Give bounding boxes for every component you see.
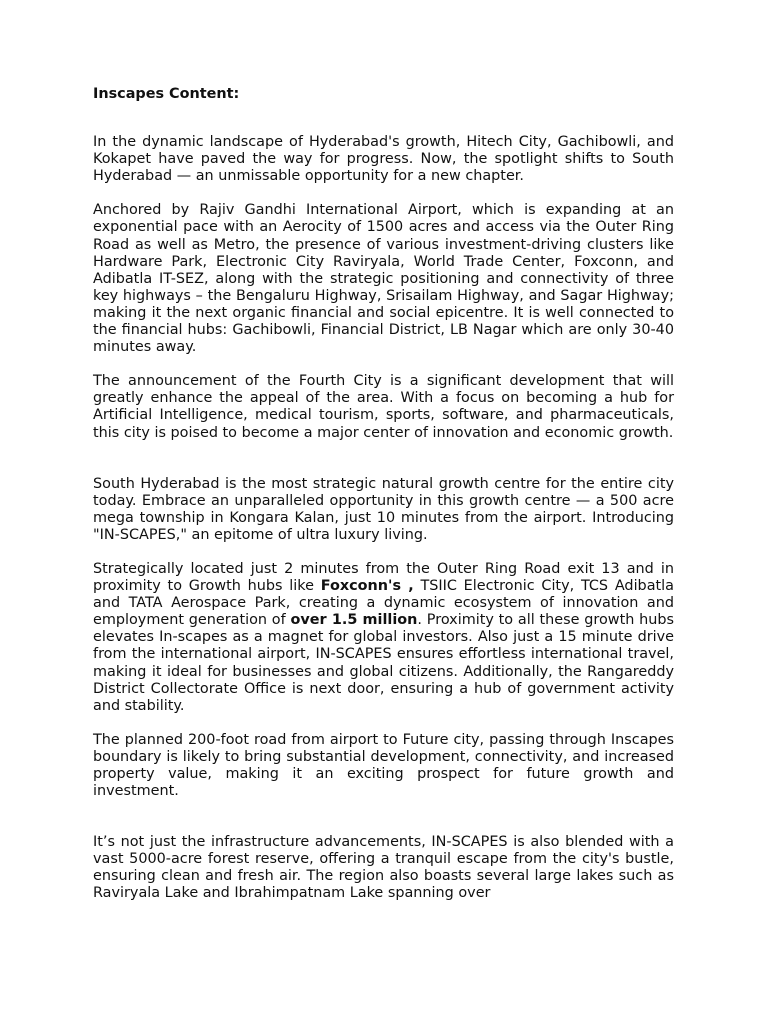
paragraph-connectivity: Anchored by Rajiv Gandhi International Airport, which is expanding at an exponential pace with an Aerocity of 1500 acres and access via the Outer Ring Road as well as Metro, the presence of various investment-driving clusters like Hardware Park, Electronic City Raviryala, World Trade Center, Foxconn, and Adibatla IT-SEZ, along with the strategic positioning and connectivity of three key highways – the Bengaluru Highway, Srisailam Highway, and Sagar Highway; making it the next organic financial and social epicentre. It is well connected to the financial hubs: Gachibowli, Financial District, LB Nagar which are only 30-40 minutes away. [93,202,674,356]
paragraph-fourth-city: The announcement of the Fourth City is a significant development that will greatly enhance the appeal of the area. With a focus on becoming a hub for Artificial Intelligence, medical tourism, sports, software, and pharmaceuticals, this city is poised to become a major center of innovation and economic growth. [93,373,674,441]
document-title: Inscapes Content: [93,86,240,102]
location-text-2: TSIIC Electronic City, TCS Adibatla and TATA Aerospace Park, creating a dynamic ecosystem of innovation and employment generation of [93,578,674,629]
location-bold-foxconn: Foxconn's , [320,578,414,595]
location-bold-employment: over 1.5 million [290,612,418,629]
paragraph-intro: In the dynamic landscape of Hyderabad's growth, Hitech City, Gachibowli, and Kokapet have paved the way for progress. Now, the spotlight shifts to South Hyderabad — an unmissable opportunity for a new chapter. [93,134,674,185]
paragraph-road: The planned 200-foot road from airport to Future city, passing through Inscapes boundary is likely to bring substantial development, connectivity, and increased property value, making it an exciting prospect for future growth and investment. [93,731,674,800]
location-text-3: . Proximity to all these growth hubs elevates In-scapes as a magnet for global investors. Also just a 15 minute drive from the international airport, IN-SCAPES ensures effortless international travel, making it ideal for businesses and global citizens. Additionally, the Rangareddy District Collectorate Office is next door, ensuring a hub of government activity and stability. [93,612,674,714]
paragraph-introducing-inscapes: South Hyderabad is the most strategic natural growth centre for the entire city today. Embrace an unparalleled opportunity in this growth centre — a 500 acre mega township in Kongara Kalan, just 10 minutes from the airport. Introducing "IN-SCAPES," an epitome of ultra luxury living. [93,475,674,543]
document-page [93,86,674,920]
paragraph-location [93,561,674,715]
paragraph-nature: It’s not just the infrastructure advancements, IN-SCAPES is also blended with a vast 5000-acre forest reserve, offering a tranquil escape from the city's bustle, ensuring clean and fresh air. The region also boasts several large lakes such as Raviryala Lake and Ibrahimpatnam Lake spanning over [93,834,674,902]
location-text-1: Strategically located just 2 minutes from the Outer Ring Road exit 13 and in proximity to Growth hubs like [93,560,674,595]
